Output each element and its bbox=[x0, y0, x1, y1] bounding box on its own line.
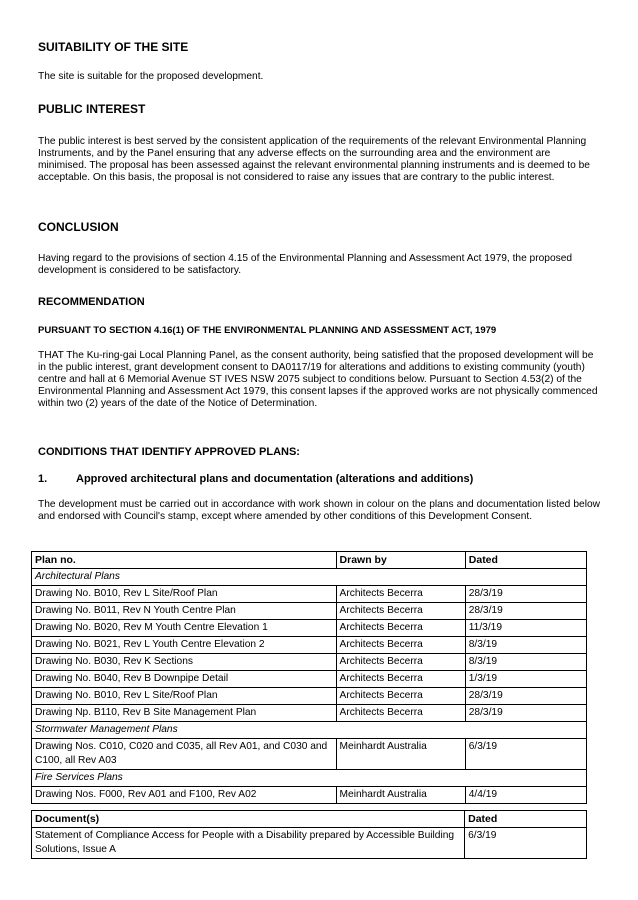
section-title-stormwater: Stormwater Management Plans bbox=[32, 722, 587, 739]
plan-cell: Drawing No. B011, Rev N Youth Centre Plan bbox=[32, 603, 337, 620]
table-row bbox=[32, 603, 587, 620]
suitability-text: The site is suitable for the proposed development. bbox=[38, 71, 264, 82]
drawn-by-cell: Meinhardt Australia bbox=[336, 739, 465, 770]
condition-title: Approved architectural plans and documentation (alterations and additions) bbox=[76, 473, 474, 485]
header-documents: Document(s) bbox=[32, 811, 465, 828]
dated-cell: 28/3/19 bbox=[465, 586, 586, 603]
conclusion-heading: CONCLUSION bbox=[38, 220, 119, 234]
dated-cell: 28/3/19 bbox=[465, 603, 586, 620]
header-dated: Dated bbox=[465, 552, 586, 569]
table-row bbox=[32, 620, 587, 637]
plan-cell: Drawing No. B010, Rev L Site/Roof Plan bbox=[32, 586, 337, 603]
table-row bbox=[32, 671, 587, 688]
documents-table bbox=[31, 810, 587, 859]
plan-cell: Drawing No. B040, Rev B Downpipe Detail bbox=[32, 671, 337, 688]
table-row bbox=[32, 586, 587, 603]
recommendation-subheading: PURSUANT TO SECTION 4.16(1) OF THE ENVIRONMENTAL PLANNING AND ASSESSMENT ACT, 1979 bbox=[38, 325, 497, 336]
condition-number: 1. bbox=[38, 473, 48, 485]
public-interest-text: The public interest is best served by the consistent application of the requirements of the relevant Environmental Planning Instruments, and by the Panel ensuring that any adverse effects on the surrounding area and the environment are minimised. The proposal has been assessed against the relevant environmental planning instruments and is deemed to be acceptable. On this basis, the proposal is not considered to raise any issues that are contrary to the public interest. bbox=[38, 136, 590, 183]
drawn-by-cell: Architects Becerra bbox=[336, 654, 465, 671]
header-plan-no: Plan no. bbox=[32, 552, 337, 569]
table-row bbox=[32, 637, 587, 654]
document-cell: Statement of Compliance Access for People with a Disability prepared by Accessible Building Solutions, Issue A bbox=[32, 828, 465, 859]
table-row bbox=[32, 787, 587, 804]
dated-cell: 28/3/19 bbox=[465, 705, 586, 722]
plan-cell: Drawing No. B030, Rev K Sections bbox=[32, 654, 337, 671]
recommendation-heading: RECOMMENDATION bbox=[38, 296, 145, 308]
suitability-heading: SUITABILITY OF THE SITE bbox=[38, 40, 189, 54]
plans-table-header bbox=[32, 552, 587, 569]
drawn-by-cell: Architects Becerra bbox=[336, 705, 465, 722]
plan-cell: Drawing Nos. F000, Rev A01 and F100, Rev A02 bbox=[32, 787, 337, 804]
dated-cell: 1/3/19 bbox=[465, 671, 586, 688]
dated-cell: 6/3/19 bbox=[465, 739, 586, 770]
document-dated-cell: 6/3/19 bbox=[465, 828, 587, 859]
plan-cell: Drawing No. B010, Rev L Site/Roof Plan bbox=[32, 688, 337, 705]
drawn-by-cell: Architects Becerra bbox=[336, 637, 465, 654]
table-row bbox=[32, 688, 587, 705]
conditions-heading: CONDITIONS THAT IDENTIFY APPROVED PLANS: bbox=[38, 446, 300, 458]
dated-cell: 8/3/19 bbox=[465, 637, 586, 654]
dated-cell: 4/4/19 bbox=[465, 787, 586, 804]
plan-cell: Drawing No. B021, Rev L Youth Centre Elevation 2 bbox=[32, 637, 337, 654]
section-title-fire-services: Fire Services Plans bbox=[32, 770, 587, 787]
condition-text: The development must be carried out in accordance with work shown in colour on the plans and documentation listed below and endorsed with Council's stamp, except where amended by other conditions of this Development Consent. bbox=[38, 499, 600, 522]
header-documents-dated: Dated bbox=[465, 811, 587, 828]
drawn-by-cell: Architects Becerra bbox=[336, 671, 465, 688]
dated-cell: 11/3/19 bbox=[465, 620, 586, 637]
plan-cell: Drawing Np. B110, Rev B Site Management Plan bbox=[32, 705, 337, 722]
table-row bbox=[32, 828, 587, 859]
dated-cell: 8/3/19 bbox=[465, 654, 586, 671]
table-row bbox=[32, 739, 587, 770]
recommendation-text: THAT The Ku-ring-gai Local Planning Panel, as the consent authority, being satisfied that the proposed development will be in the public interest, grant development consent to DA0117/19 for alterations and additions to existing community (youth) centre and hall at 6 Memorial Avenue ST IVES NSW 2075 subject to conditions below. Pursuant to Section 4.53(2) of the Environmental Planning and Assessment Act 1979, this consent lapses if the approved works are not physically commenced within two (2) years of the date of the Notice of Determination. bbox=[38, 350, 598, 409]
table-row bbox=[32, 705, 587, 722]
drawn-by-cell: Architects Becerra bbox=[336, 620, 465, 637]
plan-cell: Drawing Nos. C010, C020 and C035, all Rev A01, and C030 and C100, all Rev A03 bbox=[32, 739, 337, 770]
public-interest-heading: PUBLIC INTEREST bbox=[38, 102, 146, 116]
drawn-by-cell: Architects Becerra bbox=[336, 603, 465, 620]
conclusion-text: Having regard to the provisions of section 4.15 of the Environmental Planning and Assessment Act 1979, the proposed development is considered to be satisfactory. bbox=[38, 253, 573, 276]
drawn-by-cell: Architects Becerra bbox=[336, 586, 465, 603]
drawn-by-cell: Architects Becerra bbox=[336, 688, 465, 705]
dated-cell: 28/3/19 bbox=[465, 688, 586, 705]
documents-table-header bbox=[32, 811, 587, 828]
table-row bbox=[32, 654, 587, 671]
plan-cell: Drawing No. B020, Rev M Youth Centre Elevation 1 bbox=[32, 620, 337, 637]
plans-table bbox=[31, 551, 587, 804]
header-drawn-by: Drawn by bbox=[336, 552, 465, 569]
section-title-architectural: Architectural Plans bbox=[32, 569, 587, 586]
drawn-by-cell: Meinhardt Australia bbox=[336, 787, 465, 804]
